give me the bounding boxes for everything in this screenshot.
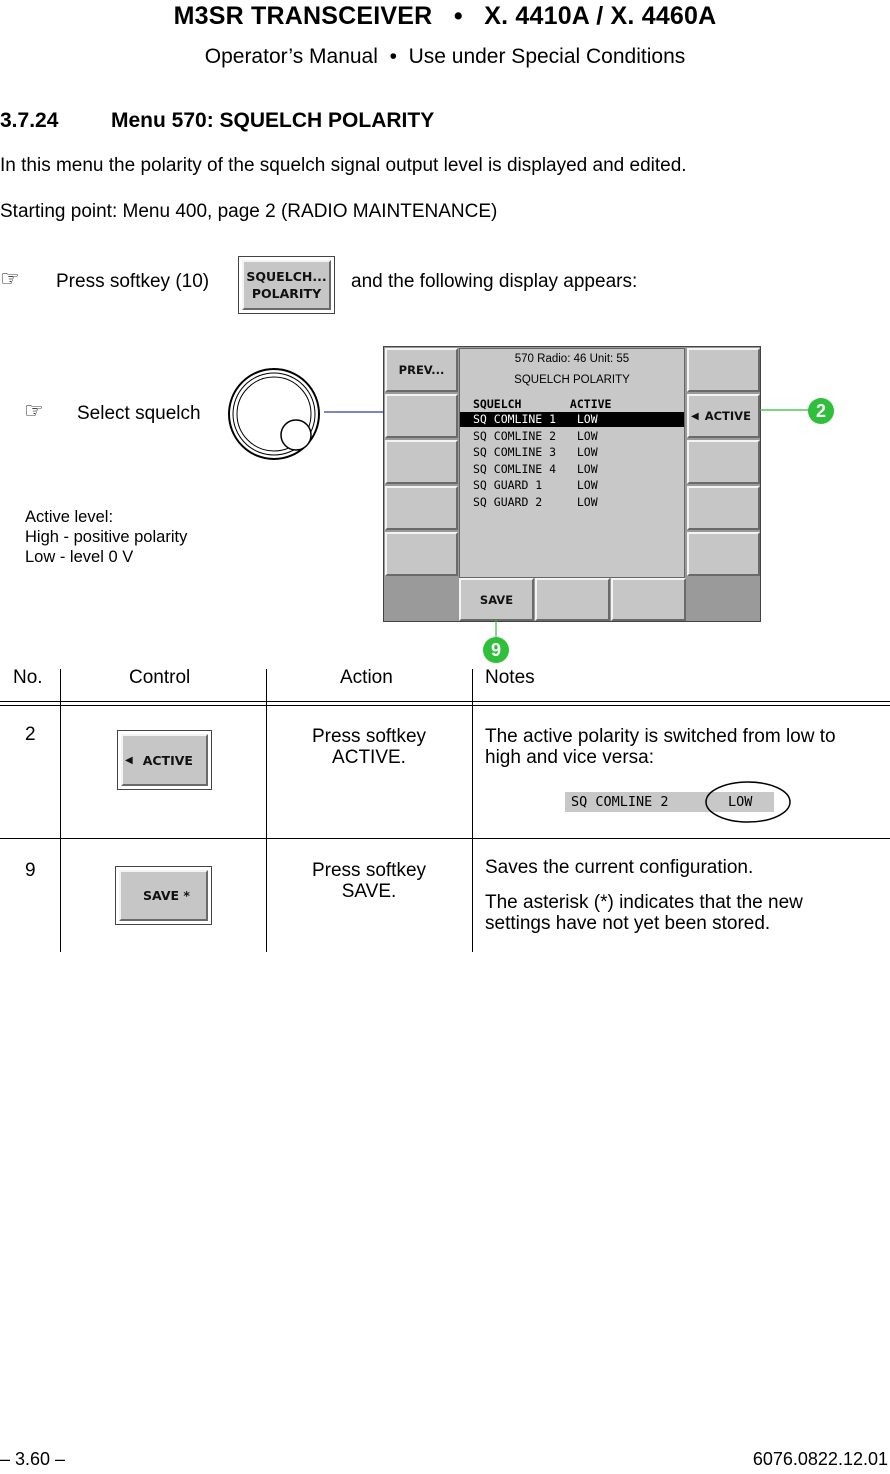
document-number: 6076.0822.12.01 — [752, 1449, 888, 1469]
table-row-number: 2 — [25, 724, 36, 745]
control-save-button — [115, 866, 212, 925]
save-label: SAVE — [479, 592, 514, 607]
softkey-left-4[interactable] — [385, 486, 458, 530]
softkey-right-3[interactable] — [687, 440, 760, 484]
table-rule — [0, 705, 890, 706]
softkey-right-1[interactable] — [687, 348, 760, 392]
document-header-subtitle: Operator’s Manual • Use under Special Conditions — [204, 45, 686, 68]
control-active-button — [117, 730, 212, 790]
notes-line: The asterisk (*) indicates that the new — [485, 892, 803, 913]
table-divider — [472, 669, 473, 952]
table-header-action: Action — [340, 667, 393, 688]
notes-line: high and vice versa: — [485, 747, 654, 768]
lcd-display — [459, 348, 685, 578]
select-squelch-text: Select squelch — [77, 403, 201, 424]
left-arrow-icon: ◀ — [691, 410, 699, 422]
left-arrow-icon: ◀ — [125, 754, 133, 766]
section-title: Menu 570: SQUELCH POLARITY — [111, 109, 435, 132]
active-softkey[interactable] — [687, 394, 760, 438]
highlight-ellipse — [704, 780, 792, 824]
lcd-row[interactable]: SQ COMLINE 3 LOW — [473, 445, 598, 459]
softkey-line-1: SQUELCH... — [246, 269, 327, 284]
device-screen — [383, 346, 761, 622]
table-header-notes: Notes — [485, 667, 535, 688]
lcd-column-header: SQUELCH ACTIVE — [473, 397, 612, 411]
lcd-info-line: 570 Radio: 46 Unit: 55 — [514, 353, 630, 365]
action-line: Press softkey — [311, 860, 427, 881]
softkey-left-3[interactable] — [385, 440, 458, 484]
lcd-row[interactable]: SQ COMLINE 4 LOW — [473, 462, 598, 476]
active-label: ACTIVE — [704, 409, 751, 423]
softkey-right-5[interactable] — [687, 532, 760, 576]
control-active-label: ACTIVE — [142, 752, 193, 768]
document-header-title: M3SR TRANSCEIVER • X. 4410A / X. 4460A — [173, 2, 717, 30]
intro-description: In this menu the polarity of the squelch signal output level is displayed and edited. — [0, 155, 687, 176]
prev-softkey[interactable] — [385, 348, 458, 392]
pointing-hand-icon: ☞ — [0, 266, 20, 291]
table-header-control: Control — [129, 667, 191, 688]
legend-line: Low - level 0 V — [25, 548, 134, 566]
lcd-row[interactable]: SQ GUARD 1 LOW — [473, 478, 598, 492]
notes-text — [485, 857, 885, 934]
table-header-no: No. — [13, 667, 43, 688]
softkey-bottom-2[interactable] — [535, 578, 610, 621]
squelch-polarity-softkey — [238, 256, 335, 314]
table-row-number: 9 — [25, 860, 36, 881]
action-line: ACTIVE. — [332, 747, 406, 768]
action-line: Press softkey — [311, 726, 427, 747]
callout-leader-line — [760, 400, 812, 420]
rotary-knob-icon — [226, 368, 386, 460]
example-squelch-name: SQ COMLINE 2 — [571, 794, 669, 810]
prev-label: PREV... — [398, 363, 445, 377]
table-divider — [266, 669, 267, 952]
press-softkey-text: Press softkey (10) — [56, 271, 210, 292]
table-divider — [60, 669, 61, 952]
example-squelch-value: LOW — [728, 794, 753, 810]
softkey-left-5[interactable] — [385, 532, 458, 576]
notes-line: The active polarity is switched from low to — [485, 726, 836, 747]
table-rule — [0, 838, 890, 839]
control-save-label: SAVE * — [143, 888, 190, 903]
softkey-bottom-3[interactable] — [611, 578, 686, 621]
starting-point: Starting point: Menu 400, page 2 (RADIO MAINTENANCE) — [0, 201, 498, 222]
notes-line: settings have not yet been stored. — [485, 913, 771, 934]
page-number: – 3.60 – — [0, 1449, 66, 1469]
softkey-line-2: POLARITY — [251, 286, 322, 301]
section-number: 3.7.24 — [0, 109, 59, 132]
notes-line: Saves the current configuration. — [485, 857, 754, 878]
action-text — [266, 860, 472, 902]
softkey-left-2[interactable] — [385, 394, 458, 438]
pointing-hand-icon: ☞ — [24, 398, 44, 423]
lcd-menu-title: SQUELCH POLARITY — [514, 374, 630, 386]
save-softkey[interactable] — [459, 578, 534, 621]
table-rule — [0, 701, 890, 702]
display-appears-text: and the following display appears: — [351, 271, 638, 292]
lcd-row[interactable]: SQ GUARD 2 LOW — [473, 495, 598, 509]
softkey-right-4[interactable] — [687, 486, 760, 530]
lcd-row[interactable]: SQ COMLINE 2 LOW — [473, 429, 598, 443]
notes-text — [485, 726, 885, 768]
action-line: SAVE. — [341, 881, 397, 902]
legend-line: High - positive polarity — [25, 528, 188, 546]
lcd-row[interactable]: SQ COMLINE 1 LOW — [473, 412, 598, 426]
callout-badge-9: 9 — [483, 637, 509, 663]
legend-line: Active level: — [25, 508, 114, 526]
callout-badge-2: 2 — [808, 398, 834, 424]
action-text — [266, 726, 472, 768]
active-level-legend — [25, 507, 187, 567]
